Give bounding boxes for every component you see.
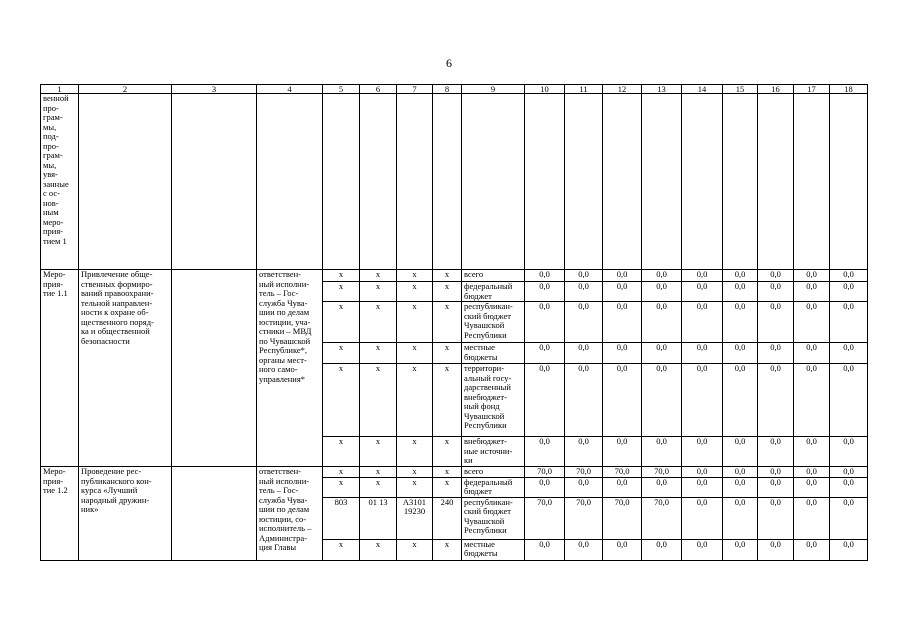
value-cell: 0,0 bbox=[525, 477, 565, 497]
funding-source: всего bbox=[462, 270, 525, 282]
budget-code-cell: x bbox=[397, 467, 433, 478]
value-cell: 0,0 bbox=[642, 302, 682, 343]
event-row bbox=[41, 467, 868, 478]
value-cell: 0,0 bbox=[794, 539, 830, 560]
budget-code-cell: x bbox=[360, 539, 397, 560]
value-cell: 0,0 bbox=[758, 270, 794, 282]
budget-code-cell: x bbox=[397, 302, 433, 343]
header-cell: 13 bbox=[642, 85, 682, 94]
value-cell: 0,0 bbox=[682, 343, 723, 364]
value-cell: 0,0 bbox=[565, 437, 603, 467]
value-cell: 0,0 bbox=[723, 282, 758, 302]
budget-code-cell: x bbox=[433, 437, 462, 467]
value-cell: 0,0 bbox=[565, 302, 603, 343]
funding-source: республикан- ский бюджет Чувашской Республики bbox=[462, 497, 525, 539]
budget-code-cell: x bbox=[433, 282, 462, 302]
value-cell: 0,0 bbox=[723, 270, 758, 282]
value-cell: 0,0 bbox=[723, 364, 758, 437]
value-cell: 0,0 bbox=[794, 343, 830, 364]
budget-code-cell: 240 bbox=[433, 497, 462, 539]
value-cell: 0,0 bbox=[758, 497, 794, 539]
header-cell: 6 bbox=[360, 85, 397, 94]
budget-code-cell: x bbox=[323, 364, 360, 437]
funding-source: федеральный бюджет bbox=[462, 282, 525, 302]
value-cell: 0,0 bbox=[830, 477, 868, 497]
program-table bbox=[40, 84, 868, 561]
budget-code-cell: x bbox=[433, 302, 462, 343]
value-cell: 70,0 bbox=[642, 467, 682, 478]
event-executor: ответствен- ный исполни- тель – Гос- служба Чува- шии по делам юстиции, со- исполнитель – Администра- ция Главы bbox=[257, 467, 323, 561]
value-cell: 0,0 bbox=[565, 282, 603, 302]
value-cell: 0,0 bbox=[794, 302, 830, 343]
header-cell: 4 bbox=[257, 85, 323, 94]
value-cell: 0,0 bbox=[758, 302, 794, 343]
header-cell: 17 bbox=[794, 85, 830, 94]
budget-code-cell: x bbox=[360, 282, 397, 302]
event-label: Меро- прия- тие 1.2 bbox=[41, 467, 79, 561]
budget-code-cell: x bbox=[360, 343, 397, 364]
value-cell: 0,0 bbox=[830, 497, 868, 539]
value-cell: 0,0 bbox=[525, 437, 565, 467]
event-label: Меро- прия- тие 1.1 bbox=[41, 270, 79, 467]
funding-source: федеральный бюджет bbox=[462, 477, 525, 497]
value-cell: 0,0 bbox=[794, 497, 830, 539]
budget-code-cell: x bbox=[433, 343, 462, 364]
budget-code-cell: А3101 19230 bbox=[397, 497, 433, 539]
continuation-cell: венной про- грам- мы, под- про- грам- мы, увя- занные с ос- нов- ным меро- прия- тием 1 bbox=[41, 94, 79, 270]
value-cell: 0,0 bbox=[682, 302, 723, 343]
funding-source: местные бюджеты bbox=[462, 539, 525, 560]
empty-cell bbox=[172, 467, 257, 561]
header-cell: 11 bbox=[565, 85, 603, 94]
budget-code-cell: x bbox=[397, 270, 433, 282]
budget-code-cell: x bbox=[323, 437, 360, 467]
value-cell: 70,0 bbox=[603, 497, 642, 539]
value-cell: 0,0 bbox=[603, 364, 642, 437]
value-cell: 0,0 bbox=[603, 437, 642, 467]
page-number: 6 bbox=[446, 56, 452, 70]
value-cell: 0,0 bbox=[794, 467, 830, 478]
budget-code-cell: x bbox=[433, 477, 462, 497]
value-cell: 0,0 bbox=[723, 467, 758, 478]
value-cell: 0,0 bbox=[565, 364, 603, 437]
budget-code-cell: x bbox=[323, 467, 360, 478]
budget-code-cell: x bbox=[323, 477, 360, 497]
funding-source: территори- альный госу- дарственный внебюджет- ный фонд Чувашской Республики bbox=[462, 364, 525, 437]
value-cell: 0,0 bbox=[758, 282, 794, 302]
header-cell: 16 bbox=[758, 85, 794, 94]
funding-source: внебюджет- ные источни- ки bbox=[462, 437, 525, 467]
header-cell: 1 bbox=[41, 85, 79, 94]
value-cell: 0,0 bbox=[830, 539, 868, 560]
budget-code-cell: x bbox=[433, 467, 462, 478]
value-cell: 70,0 bbox=[603, 467, 642, 478]
header-cell: 7 bbox=[397, 85, 433, 94]
funding-source: республикан- ский бюджет Чувашской Республики bbox=[462, 302, 525, 343]
value-cell: 0,0 bbox=[565, 477, 603, 497]
value-cell: 0,0 bbox=[525, 539, 565, 560]
budget-code-cell: x bbox=[360, 467, 397, 478]
value-cell: 0,0 bbox=[723, 302, 758, 343]
empty-cell bbox=[172, 270, 257, 467]
value-cell: 0,0 bbox=[794, 364, 830, 437]
value-cell: 70,0 bbox=[565, 497, 603, 539]
header-cell: 18 bbox=[830, 85, 868, 94]
value-cell: 0,0 bbox=[682, 364, 723, 437]
value-cell: 0,0 bbox=[830, 270, 868, 282]
value-cell: 0,0 bbox=[794, 477, 830, 497]
value-cell: 0,0 bbox=[723, 539, 758, 560]
value-cell: 0,0 bbox=[603, 343, 642, 364]
value-cell: 0,0 bbox=[830, 467, 868, 478]
value-cell: 0,0 bbox=[723, 437, 758, 467]
header-cell: 8 bbox=[433, 85, 462, 94]
header-cell: 14 bbox=[682, 85, 723, 94]
value-cell: 0,0 bbox=[794, 282, 830, 302]
budget-code-cell: x bbox=[323, 270, 360, 282]
header-cell: 2 bbox=[79, 85, 172, 94]
value-cell: 0,0 bbox=[758, 343, 794, 364]
value-cell: 0,0 bbox=[642, 539, 682, 560]
event-row bbox=[41, 270, 868, 282]
event-name: Привлечение обще- ственных формиро- ваний правоохрани- тельной направлен- ности к охране об- щественного поряд- ка и общественной безопасности bbox=[79, 270, 172, 467]
header-cell: 15 bbox=[723, 85, 758, 94]
budget-code-cell: x bbox=[397, 282, 433, 302]
header-cell: 10 bbox=[525, 85, 565, 94]
value-cell: 70,0 bbox=[565, 467, 603, 478]
budget-code-cell: x bbox=[397, 343, 433, 364]
value-cell: 0,0 bbox=[794, 270, 830, 282]
value-cell: 0,0 bbox=[603, 270, 642, 282]
value-cell: 0,0 bbox=[642, 282, 682, 302]
budget-code-cell: x bbox=[323, 282, 360, 302]
value-cell: 70,0 bbox=[525, 497, 565, 539]
budget-code-cell: x bbox=[360, 437, 397, 467]
header-cell: 9 bbox=[462, 85, 525, 94]
header-cell: 5 bbox=[323, 85, 360, 94]
value-cell: 0,0 bbox=[525, 282, 565, 302]
budget-code-cell: x bbox=[397, 477, 433, 497]
value-cell: 0,0 bbox=[525, 270, 565, 282]
value-cell: 0,0 bbox=[830, 437, 868, 467]
continuation-row bbox=[41, 94, 868, 270]
budget-code-cell: x bbox=[397, 364, 433, 437]
value-cell: 0,0 bbox=[642, 270, 682, 282]
budget-code-cell: x bbox=[360, 302, 397, 343]
value-cell: 0,0 bbox=[642, 437, 682, 467]
value-cell: 0,0 bbox=[565, 270, 603, 282]
budget-code-cell: 803 bbox=[323, 497, 360, 539]
value-cell: 0,0 bbox=[830, 343, 868, 364]
event-name: Проведение рес- публиканского кон- курса «Лучший народный дружин- ник» bbox=[79, 467, 172, 561]
value-cell: 0,0 bbox=[525, 343, 565, 364]
budget-code-cell: x bbox=[397, 539, 433, 560]
budget-code-cell: x bbox=[433, 539, 462, 560]
value-cell: 0,0 bbox=[603, 282, 642, 302]
budget-code-cell: x bbox=[360, 364, 397, 437]
value-cell: 0,0 bbox=[723, 477, 758, 497]
value-cell: 0,0 bbox=[723, 497, 758, 539]
value-cell: 0,0 bbox=[682, 270, 723, 282]
header-row bbox=[41, 85, 868, 94]
value-cell: 0,0 bbox=[642, 477, 682, 497]
value-cell: 0,0 bbox=[603, 539, 642, 560]
value-cell: 0,0 bbox=[682, 539, 723, 560]
value-cell: 70,0 bbox=[525, 467, 565, 478]
value-cell: 0,0 bbox=[682, 437, 723, 467]
value-cell: 0,0 bbox=[794, 437, 830, 467]
budget-code-cell: x bbox=[323, 343, 360, 364]
funding-source: всего bbox=[462, 467, 525, 478]
value-cell: 0,0 bbox=[830, 282, 868, 302]
event-executor: ответствен- ный исполни- тель – Гос- служба Чува- шии по делам юстиции, уча- стники – МВД по Чувашской Республике*, органы мест- ного само- управления* bbox=[257, 270, 323, 467]
value-cell: 0,0 bbox=[758, 467, 794, 478]
value-cell: 0,0 bbox=[642, 343, 682, 364]
header-cell: 12 bbox=[603, 85, 642, 94]
value-cell: 0,0 bbox=[830, 364, 868, 437]
header-cell: 3 bbox=[172, 85, 257, 94]
budget-code-cell: x bbox=[433, 270, 462, 282]
value-cell: 0,0 bbox=[525, 302, 565, 343]
value-cell: 0,0 bbox=[603, 477, 642, 497]
budget-code-cell: x bbox=[360, 477, 397, 497]
budget-code-cell: x bbox=[397, 437, 433, 467]
funding-source: местные бюджеты bbox=[462, 343, 525, 364]
value-cell: 0,0 bbox=[682, 467, 723, 478]
budget-code-cell: x bbox=[360, 270, 397, 282]
value-cell: 0,0 bbox=[830, 302, 868, 343]
value-cell: 0,0 bbox=[758, 437, 794, 467]
value-cell: 0,0 bbox=[682, 282, 723, 302]
value-cell: 0,0 bbox=[565, 343, 603, 364]
value-cell: 0,0 bbox=[525, 364, 565, 437]
value-cell: 0,0 bbox=[758, 477, 794, 497]
budget-code-cell: 01 13 bbox=[360, 497, 397, 539]
value-cell: 0,0 bbox=[642, 364, 682, 437]
value-cell: 0,0 bbox=[723, 343, 758, 364]
value-cell: 0,0 bbox=[758, 364, 794, 437]
budget-code-cell: x bbox=[323, 539, 360, 560]
value-cell: 0,0 bbox=[603, 302, 642, 343]
budget-code-cell: x bbox=[433, 364, 462, 437]
value-cell: 0,0 bbox=[682, 497, 723, 539]
value-cell: 0,0 bbox=[682, 477, 723, 497]
value-cell: 70,0 bbox=[642, 497, 682, 539]
value-cell: 0,0 bbox=[758, 539, 794, 560]
value-cell: 0,0 bbox=[565, 539, 603, 560]
budget-code-cell: x bbox=[323, 302, 360, 343]
